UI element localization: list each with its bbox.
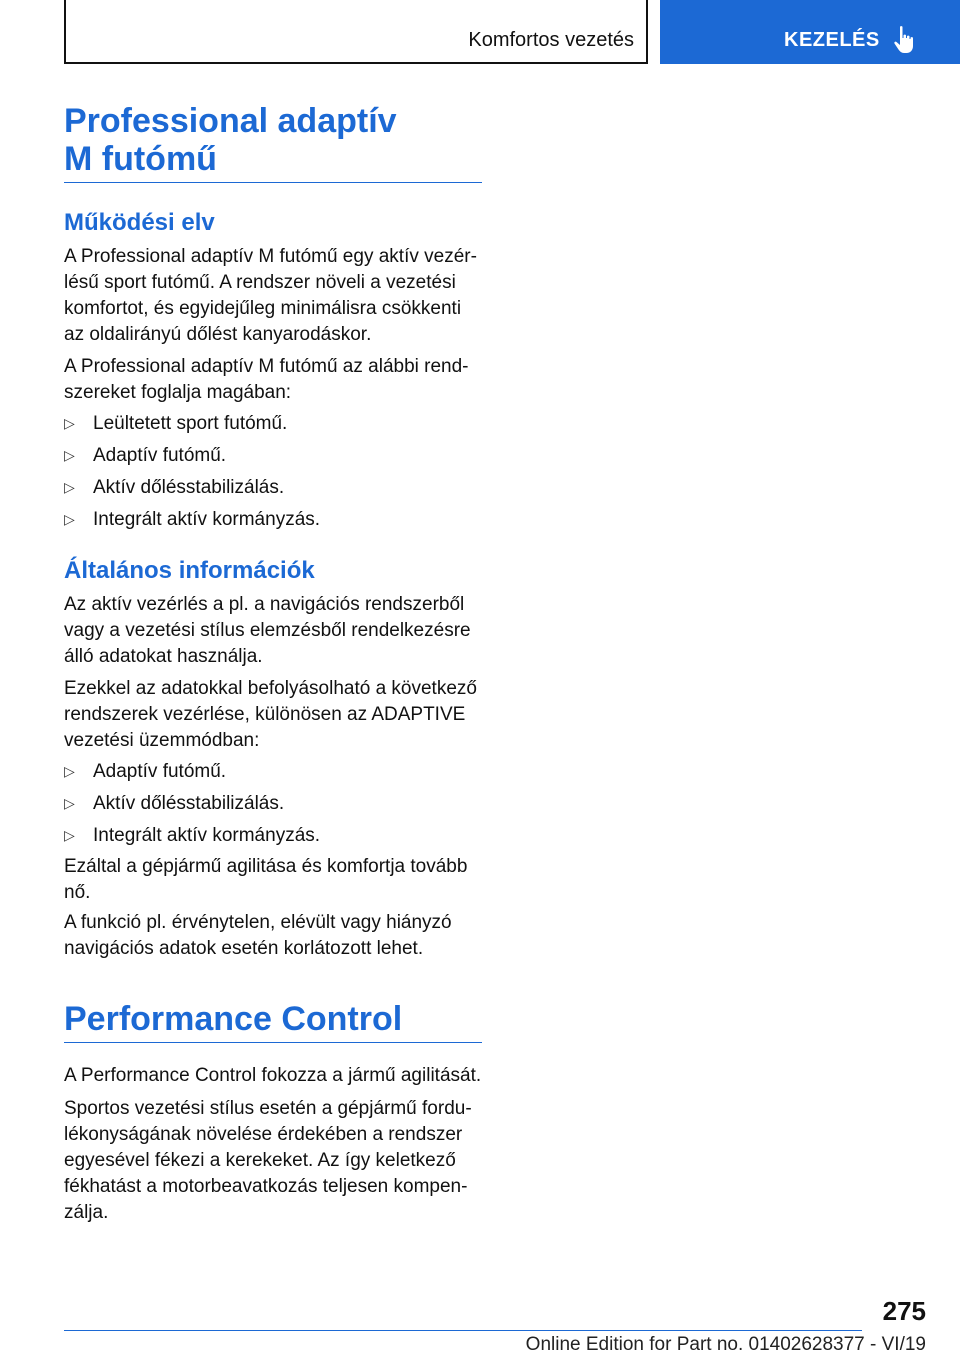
header-tab-label: KEZELÉS [784,29,880,51]
text-line: lékonyságának növelése érdekében a rendszer [64,1124,463,1145]
subheading-mukodesi-elv: Működési elv [64,209,215,236]
text-line: Sportos vezetési stílus esetén a gépjármű fordu- [64,1098,472,1119]
subheading-altalanos: Általános információk [64,557,315,584]
title-rule [64,1042,482,1043]
text-line: vezetési üzemmódban: [64,730,260,751]
text-line: lésű sport futómű. A rendszer növeli a vezetési [64,272,456,293]
text-line: vagy a vezetési stílus elemzésből rendelkezésre [64,620,471,641]
section-title-performance-control: Performance Control [64,1000,403,1038]
list-item [64,474,284,501]
list-item-text: Leültetett sport futómű. [93,413,288,434]
text-line: Ezekkel az adatokkal befolyásolható a következő [64,678,477,699]
footer-rule [64,1330,862,1331]
paragraph-data-influence [64,676,482,754]
paragraph-active-control [64,592,482,670]
list-item-text: Integrált aktív kormányzás. [93,509,321,530]
paragraph-limitation [64,910,482,962]
page-number: 275 [882,1296,926,1326]
bullet-arrow-icon: ▷ [64,763,75,779]
header-section-title: Komfortos vezetés [468,29,634,51]
list-item-text: Adaptív futómű. [93,445,227,466]
title-line-2: M futómű [64,140,217,178]
bullet-arrow-icon: ▷ [64,511,75,527]
hand-pointer-icon [893,25,917,55]
list-item [64,410,287,437]
list-item [64,758,226,785]
text-line: álló adatokat használja. [64,646,263,667]
text-line: A Professional adaptív M futómű az alábbi rend- [64,356,469,377]
bullet-arrow-icon: ▷ [64,795,75,811]
footer-edition-text: Online Edition for Part no. 01402628377 - VI/19 [525,1334,926,1355]
paragraph-intro [64,244,482,348]
bullet-arrow-icon: ▷ [64,827,75,843]
text-line: zálja. [64,1202,109,1223]
text-line: A funkció pl. érvénytelen, elévült vagy hiányzó [64,912,452,933]
text-line: A Professional adaptív M futómű egy aktív vezér- [64,246,477,267]
text-line: Az aktív vezérlés a pl. a navigációs rendszerből [64,594,465,615]
bullet-arrow-icon: ▷ [64,479,75,495]
list-item-text: Aktív dőlésstabilizálás. [93,793,285,814]
bullet-arrow-icon: ▷ [64,447,75,463]
text-line: navigációs adatok esetén korlátozott lehet. [64,938,424,959]
header-tab-kezeles[interactable] [660,0,960,64]
list-item-text: Adaptív futómű. [93,761,227,782]
section-title-professional [64,102,482,178]
title-line-1: Professional adaptív [64,102,397,140]
list-item-text: Integrált aktív kormányzás. [93,825,321,846]
text-line: fékhatást a motorbeavatkozás teljesen kompen- [64,1176,468,1197]
list-item [64,442,226,469]
text-line: komfortot, és egyidejűleg minimálisra csökkenti [64,298,462,319]
paragraph-performance-intro [64,1063,482,1089]
list-item [64,506,320,533]
paragraph-agility [64,854,482,906]
bullet-arrow-icon: ▷ [64,415,75,431]
title-rule [64,182,482,183]
text-line: nő. [64,882,91,903]
paragraph-performance-detail [64,1096,482,1226]
text-line: az oldalirányú dőlést kanyarodáskor. [64,324,372,345]
paragraph-systems [64,354,482,406]
list-item [64,790,284,817]
list-item [64,822,320,849]
header-section-box [64,0,648,64]
text-line: A Performance Control fokozza a jármű agilitását. [64,1065,482,1086]
text-line: szereket foglalja magában: [64,382,292,403]
list-item-text: Aktív dőlésstabilizálás. [93,477,285,498]
text-line: rendszerek vezérlése, különösen az ADAPTIVE [64,704,466,725]
text-line: egyesével fékezi a kerekeket. Az így keletkező [64,1150,456,1171]
text-line: Ezáltal a gépjármű agilitása és komfortja tovább [64,856,468,877]
